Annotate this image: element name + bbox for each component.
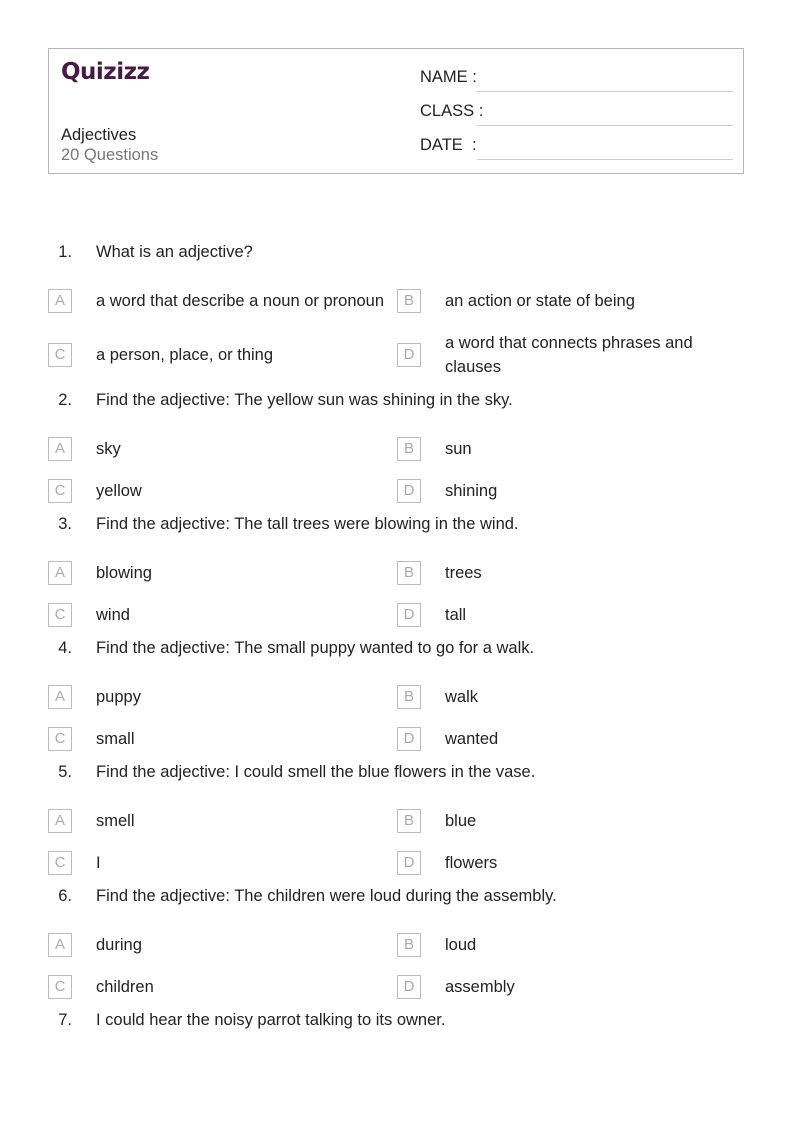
answer-option[interactable] <box>48 851 397 875</box>
quizizz-logo: Quizizz <box>61 59 150 85</box>
question-number: 3. <box>58 515 72 533</box>
answer-option[interactable] <box>48 603 397 627</box>
option-letter-box: D <box>397 603 421 627</box>
question-number: 6. <box>58 887 72 905</box>
date-field[interactable] <box>420 134 733 158</box>
answer-option[interactable] <box>397 975 746 999</box>
name-field[interactable] <box>420 66 733 90</box>
option-text: sun <box>445 440 472 458</box>
option-text: yellow <box>96 482 142 500</box>
option-text: puppy <box>96 688 141 706</box>
option-letter-box: B <box>397 809 421 833</box>
question <box>48 512 748 536</box>
option-text: tall <box>445 606 467 624</box>
option-letter-box: C <box>48 975 72 999</box>
answer-option[interactable] <box>48 343 397 367</box>
option-row <box>48 718 748 760</box>
answer-option[interactable] <box>48 727 397 751</box>
question <box>48 884 748 908</box>
answer-option[interactable] <box>397 603 746 627</box>
question-text: What is an adjective? <box>96 243 253 261</box>
option-letter-box: A <box>48 437 72 461</box>
question-text: Find the adjective: The small puppy wanted to go for a walk. <box>96 639 535 657</box>
answer-option[interactable] <box>48 289 397 313</box>
question <box>48 1008 748 1032</box>
option-letter-box: C <box>48 343 72 367</box>
answer-option[interactable] <box>48 809 397 833</box>
answer-option[interactable] <box>397 851 746 875</box>
option-text: I <box>96 854 101 872</box>
option-text: assembly <box>445 978 515 996</box>
question-number: 5. <box>58 763 72 781</box>
answer-option[interactable] <box>48 479 397 503</box>
option-text: a word that describe a noun or pronoun <box>96 292 385 310</box>
question-number: 2. <box>58 391 72 409</box>
option-text: sky <box>96 440 121 458</box>
option-text: flowers <box>445 854 498 872</box>
option-letter-box: A <box>48 809 72 833</box>
option-row <box>48 552 748 594</box>
option-text: wind <box>96 606 130 624</box>
option-text: a person, place, or thing <box>96 346 274 364</box>
option-letter-box: A <box>48 933 72 957</box>
option-letter-box: B <box>397 437 421 461</box>
question-number: 4. <box>58 639 72 657</box>
option-text: an action or state of being <box>445 292 635 310</box>
answer-option[interactable] <box>48 561 397 585</box>
name-line <box>477 91 733 92</box>
option-letter-box: B <box>397 289 421 313</box>
option-text: blowing <box>96 564 152 582</box>
option-row <box>48 966 748 1008</box>
option-text: small <box>96 730 135 748</box>
class-field[interactable] <box>420 100 733 124</box>
option-letter-box: D <box>397 851 421 875</box>
option-letter-box: D <box>397 727 421 751</box>
option-row <box>48 428 748 470</box>
question-number: 1. <box>58 243 72 261</box>
answer-option[interactable] <box>397 727 746 751</box>
option-letter-box: B <box>397 685 421 709</box>
class-label: CLASS : <box>420 102 484 120</box>
answer-option[interactable] <box>397 437 746 461</box>
option-letter-box: A <box>48 561 72 585</box>
option-row <box>48 676 748 718</box>
option-letter-box: C <box>48 603 72 627</box>
answer-option[interactable] <box>397 561 746 585</box>
answer-option[interactable] <box>397 809 746 833</box>
worksheet-header <box>48 48 744 174</box>
option-letter-box: B <box>397 561 421 585</box>
question-text: Find the adjective: I could smell the blue flowers in the vase. <box>96 763 536 781</box>
option-text: smell <box>96 812 135 830</box>
answer-option[interactable] <box>397 289 746 313</box>
option-text: during <box>96 936 142 954</box>
question <box>48 240 748 264</box>
answer-option[interactable] <box>397 331 746 379</box>
question <box>48 636 748 660</box>
option-letter-box: A <box>48 289 72 313</box>
option-letter-box: C <box>48 851 72 875</box>
answer-option[interactable] <box>397 685 746 709</box>
worksheet-title: Adjectives <box>61 126 137 144</box>
option-row <box>48 842 748 884</box>
option-text: blue <box>445 812 477 830</box>
question <box>48 760 748 784</box>
name-label: NAME : <box>420 68 477 86</box>
option-text: wanted <box>445 730 499 748</box>
answer-option[interactable] <box>48 685 397 709</box>
option-row <box>48 280 748 322</box>
question-number: 7. <box>58 1011 72 1029</box>
question-text: Find the adjective: The children were loud during the assembly. <box>96 887 557 905</box>
option-text: shining <box>445 482 498 500</box>
question-list <box>48 240 748 1048</box>
option-row <box>48 924 748 966</box>
option-row <box>48 594 748 636</box>
option-text: trees <box>445 564 482 582</box>
option-letter-box: D <box>397 975 421 999</box>
class-line <box>477 125 733 126</box>
answer-option[interactable] <box>48 437 397 461</box>
answer-option[interactable] <box>48 975 397 999</box>
option-letter-box: C <box>48 727 72 751</box>
answer-option[interactable] <box>397 479 746 503</box>
option-letter-box: C <box>48 479 72 503</box>
option-text: children <box>96 978 154 996</box>
answer-option[interactable] <box>397 933 746 957</box>
option-letter-box: B <box>397 933 421 957</box>
question-text: Find the adjective: The tall trees were blowing in the wind. <box>96 515 519 533</box>
option-row <box>48 470 748 512</box>
answer-option[interactable] <box>48 933 397 957</box>
option-letter-box: D <box>397 343 421 367</box>
question-text: Find the adjective: The yellow sun was shining in the sky. <box>96 391 513 409</box>
option-row <box>48 800 748 842</box>
question-text: I could hear the noisy parrot talking to its owner. <box>96 1011 446 1029</box>
question-count: 20 Questions <box>61 146 159 164</box>
question <box>48 388 748 412</box>
option-row <box>48 322 748 388</box>
option-letter-box: A <box>48 685 72 709</box>
option-letter-box: D <box>397 479 421 503</box>
date-label: DATE : <box>420 136 477 154</box>
option-text: a word that connects phrases and clauses <box>445 334 693 376</box>
option-text: loud <box>445 936 477 954</box>
date-line <box>477 159 733 160</box>
option-text: walk <box>445 688 479 706</box>
